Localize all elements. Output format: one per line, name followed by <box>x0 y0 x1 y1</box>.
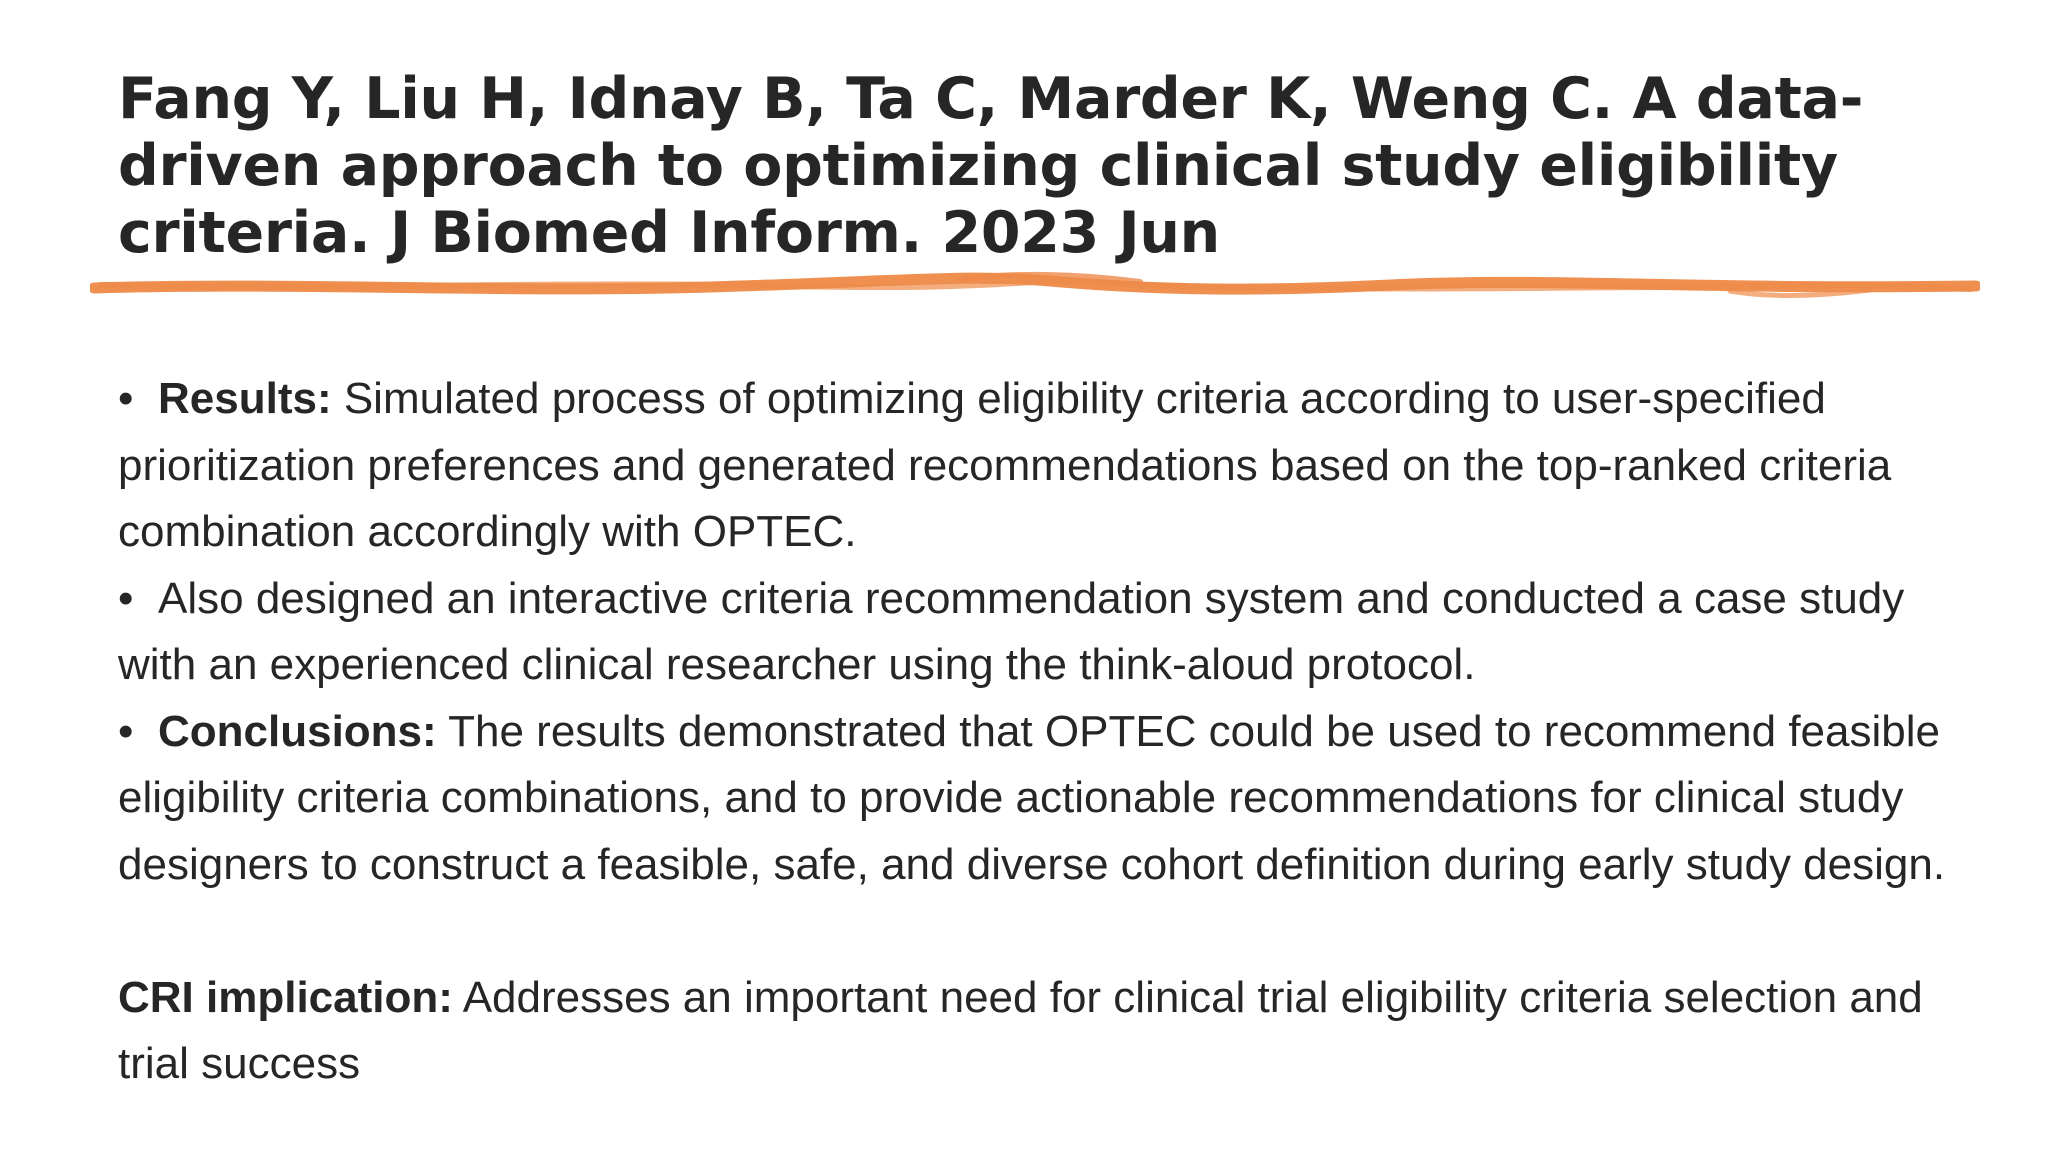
bullet-conclusions <box>118 699 1958 899</box>
bullet-glyph: • <box>118 706 134 756</box>
bullet-also <box>118 566 1958 699</box>
bullet-conclusions-lead: Conclusions: <box>158 706 437 756</box>
slide-title: Fang Y, Liu H, Idnay B, Ta C, Marder K, Weng C. A data-driven approach to optimizing clinical study eligibility criteria. J Biomed Inform. 2023 Jun <box>118 66 1864 266</box>
title-brush-underline <box>90 268 1980 308</box>
paragraph-spacer <box>118 898 1958 965</box>
slide-body <box>118 366 1958 1098</box>
bullet-results-lead: Results: <box>158 374 332 423</box>
bullet-also-text: Also designed an interactive criteria recommendation system and conducted a case study with an experienced clinical researcher using the think-aloud protocol. <box>118 573 1905 689</box>
bullet-results <box>118 366 1958 566</box>
bullet-conclusions-text: The results demonstrated that OPTEC could be used to recommend feasible eligibility criteria combinations, and to provide actionable recommendations for clinical study designers to construct a feasible, safe, and diverse cohort definition during early study design. <box>118 706 1946 889</box>
bullet-results-text: Simulated process of optimizing eligibility criteria according to user-specified prioritization preferences and generated recommendations based on the top-ranked criteria combination accordingly with OPTEC. <box>118 374 1892 556</box>
bullet-glyph: • <box>118 374 134 423</box>
bullet-glyph: • <box>118 573 134 623</box>
cri-implication-lead: CRI implication: <box>118 972 453 1022</box>
cri-implication-text: Addresses an important need for clinical trial eligibility criteria selection and trial success <box>118 972 1923 1088</box>
cri-implication <box>118 965 1958 1098</box>
